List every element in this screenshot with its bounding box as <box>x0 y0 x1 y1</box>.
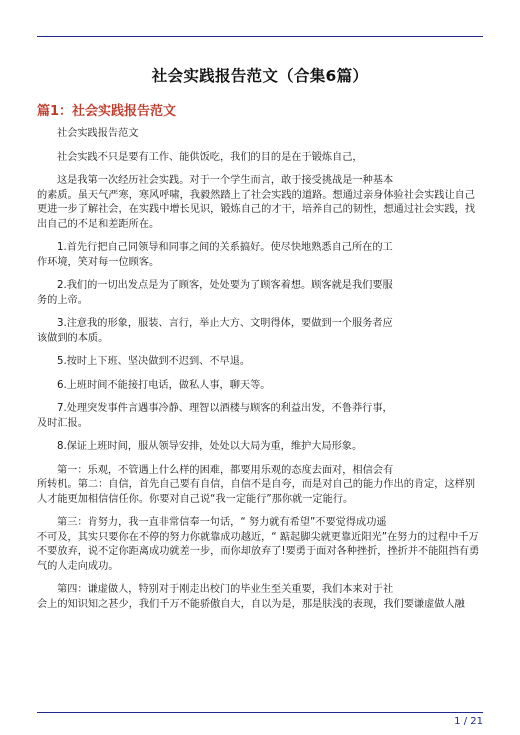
paragraph: 2.我们的一切出发点是为了顾客，处处要为了顾客着想。顾客就是我们要服 务的上帝。 <box>37 280 393 306</box>
paragraph: 1.首先行把自己同领导和同事之间的关系搞好。使尽快地熟悉自己所在的工 作环境，笑对每一位顾客。 <box>37 242 393 268</box>
paragraph: 6.上班时间不能接打电话，做私人事，聊天等。 <box>57 379 271 391</box>
paragraph: 这是我第一次经历社会实践。对于一个学生而言，敢于接受挑战是一种基本 的素质。虽天气严寒，寒风呼啸，我毅然踏上了社会实践的道路。想通过亲身体验社会实践让自己更进一步了解社会，在实践中增长见识，锻炼自己的才干，培养自己的韧性，想通过社会实践，找出自己的不足和差距所在。 <box>37 175 476 230</box>
document-body <box>37 127 483 621</box>
footer-rule <box>37 712 483 713</box>
paragraph: 3.注意我的形象，服装、言行，举止大方、文明得体，要做到一个服务者应 该做到的本质。 <box>37 318 393 344</box>
paragraph: 8.保证上班时间，服从领导安排，处处以大局为重，维护大局形象。 <box>57 441 363 452</box>
page-number: 1 / 21 <box>454 716 483 727</box>
paragraph: 7.处理突发事件言遇事冷静、理智以酒楼与顾客的利益出发，不鲁莽行事， 及时汇报。 <box>37 403 393 429</box>
paragraph: 第四：谦虚做人，特别对于刚走出校门的毕业生至关重要，我们本来对于社 会上的知识知之甚少，我们千万不能骄傲自大，自以为是，那是肤浅的表现，我们要谦虚做人融 <box>37 584 465 610</box>
paragraph: 5.按时上下班、坚决做到不迟到、不早退。 <box>57 356 251 367</box>
section-title: 篇1：社会实践报告范文 <box>37 104 177 119</box>
paragraph: 第三：肯努力，我一直非常信奉一句话，“ 努力就有希望”不要觉得成功遥 不可及，其实只要你在不停的努力你就靠成功越近，“ 踮起脚尖就更靠近阳光”在努力的过程中千万不要放弃，说不定你距离成功就差一步，而你却放弃了!要勇于面对各种挫折，挫折并不能阻挡有勇气的人走向成功。 <box>37 517 480 572</box>
paragraph: 社会实践不只是要有工作、能供饭吃，我们的目的是在于锻炼自己， <box>57 151 363 163</box>
paragraph: 社会实践报告范文 <box>57 128 139 139</box>
document-title: 社会实践报告范文（合集6篇） <box>151 67 369 85</box>
paragraph: 第一：乐观，不管遇上什么样的困难，都要用乐观的态度去面对，相信会有 所转机。第二：自信，首先自己要有自信，自信不是自夸，而是对自己的能力作出的肯定，这样别人才能更加相信信任你。你要对自己说“我一定能行”那你就一定能行。 <box>37 464 476 505</box>
header-rule <box>37 36 483 37</box>
